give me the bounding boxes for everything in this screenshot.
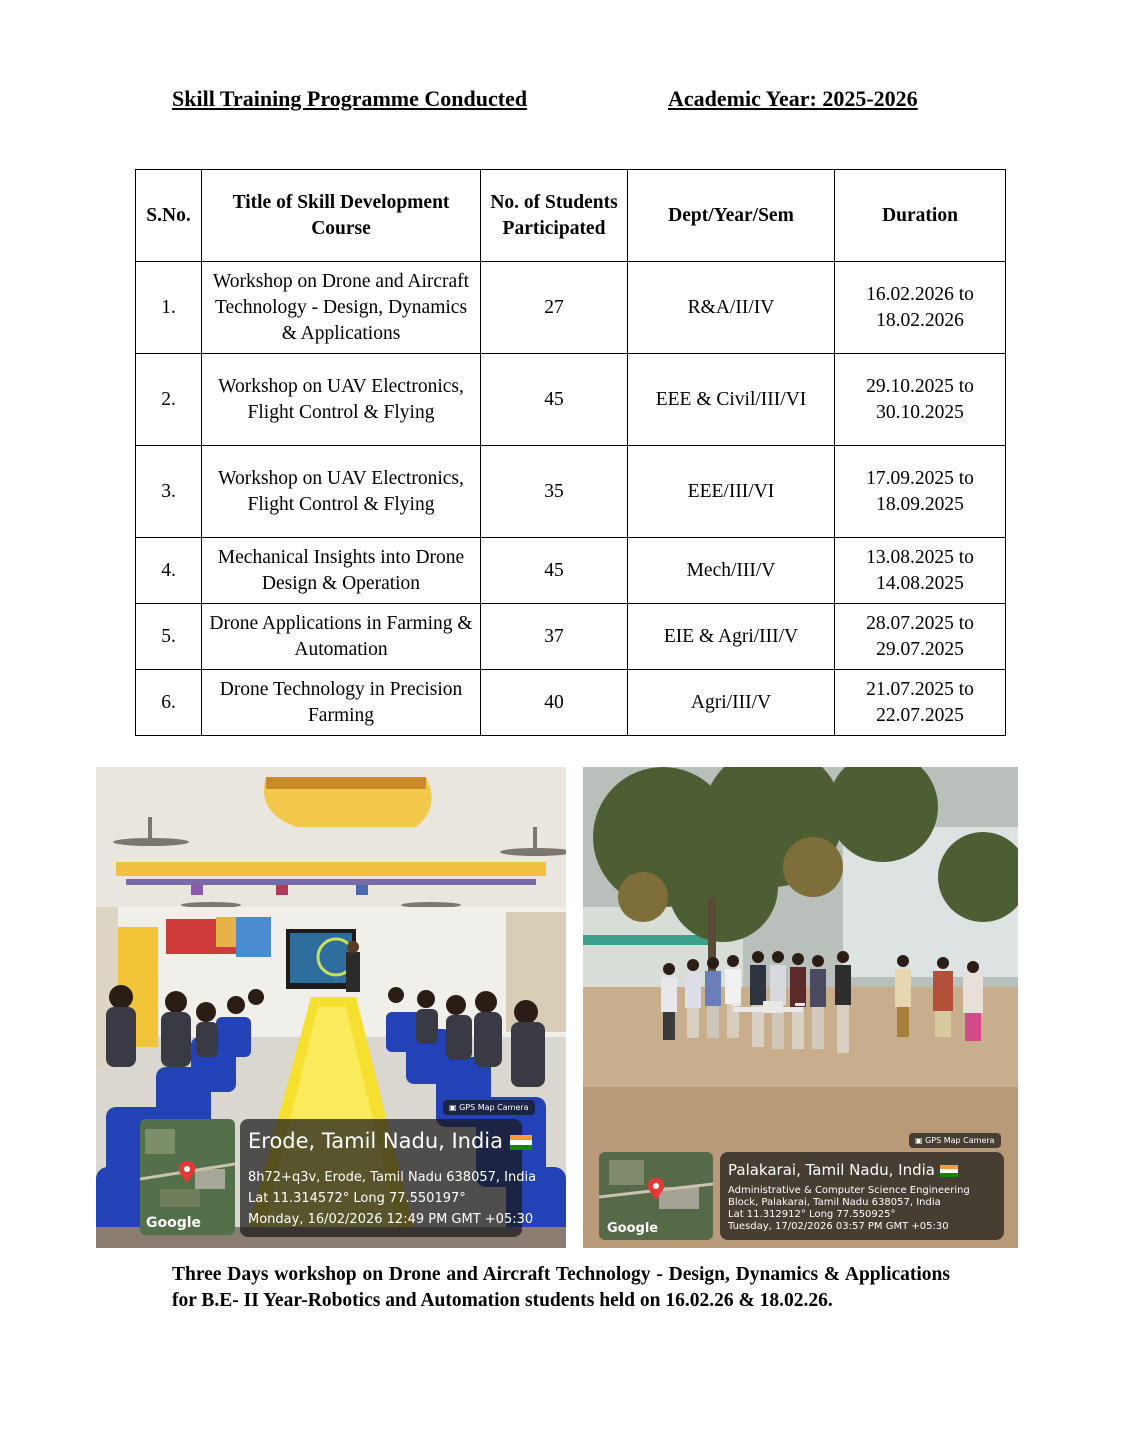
cell-duration: 21.07.2025 to 22.07.2025 xyxy=(835,670,1006,736)
cell-duration: 16.02.2026 to 18.02.2026 xyxy=(835,262,1006,354)
gps-info-box xyxy=(720,1152,1004,1240)
datetime: Tuesday, 17/02/2026 03:57 PM GMT +05:30 xyxy=(728,1221,949,1232)
cell-dept: Agri/III/V xyxy=(628,670,835,736)
cell-dept: EEE/III/VI xyxy=(628,446,835,538)
cell-title: Drone Applications in Farming & Automation xyxy=(202,604,481,670)
cell-duration: 17.09.2025 to 18.09.2025 xyxy=(835,446,1006,538)
cell-sno: 1. xyxy=(136,262,202,354)
address-line-2: Block, Palakarai, Tamil Nadu 638057, India xyxy=(728,1197,941,1208)
table-row xyxy=(136,262,1006,354)
academic-year: Academic Year: 2025-2026 xyxy=(668,86,918,111)
column-header-dept: Dept/Year/Sem xyxy=(628,170,835,262)
camera-icon: ▣ xyxy=(449,1103,460,1112)
column-header-students: No. of Students Participated xyxy=(481,170,628,262)
column-header-duration: Duration xyxy=(835,170,1006,262)
gps-camera-chip: ▣ GPS Map Camera xyxy=(443,1100,535,1115)
gps-info-box xyxy=(240,1119,537,1237)
cell-sno: 5. xyxy=(136,604,202,670)
location-title: Palakarai, Tamil Nadu, India xyxy=(728,1161,935,1179)
cell-title: Drone Technology in Precision Farming xyxy=(202,670,481,736)
cell-dept: EIE & Agri/III/V xyxy=(628,604,835,670)
cell-title: Mechanical Insights into Drone Design & Operation xyxy=(202,538,481,604)
cell-students: 35 xyxy=(481,446,628,538)
column-header-title: Title of Skill Development Course xyxy=(202,170,481,262)
cell-duration: 13.08.2025 to 14.08.2025 xyxy=(835,538,1006,604)
india-flag-icon xyxy=(940,1165,958,1177)
cell-students: 40 xyxy=(481,670,628,736)
document-title: Skill Training Programme Conducted xyxy=(172,86,528,111)
classroom-workshop-photo xyxy=(96,767,566,1248)
table-row xyxy=(136,446,1006,538)
cell-sno: 4. xyxy=(136,538,202,604)
table-row xyxy=(136,538,1006,604)
cell-sno: 2. xyxy=(136,354,202,446)
google-logo: Google xyxy=(146,1215,202,1231)
google-logo: Google xyxy=(607,1221,659,1236)
cell-dept: EEE & Civil/III/VI xyxy=(628,354,835,446)
outdoor-group-photo xyxy=(583,767,1018,1248)
column-header-sno: S.No. xyxy=(136,170,202,262)
table-header-row xyxy=(136,170,1006,262)
cell-students: 45 xyxy=(481,354,628,446)
table-row xyxy=(136,354,1006,446)
datetime: Monday, 16/02/2026 12:49 PM GMT +05:30 xyxy=(248,1212,534,1227)
table-row xyxy=(136,670,1006,736)
cell-title: Workshop on UAV Electronics, Flight Control & Flying xyxy=(202,354,481,446)
cell-duration: 28.07.2025 to 29.07.2025 xyxy=(835,604,1006,670)
skill-training-table xyxy=(135,169,1006,736)
cell-dept: Mech/III/V xyxy=(628,538,835,604)
cell-duration: 29.10.2025 to 30.10.2025 xyxy=(835,354,1006,446)
map-thumbnail xyxy=(140,1119,235,1235)
cell-students: 45 xyxy=(481,538,628,604)
address-line-1: Administrative & Computer Science Engineering xyxy=(728,1185,970,1196)
address: 8h72+q3v, Erode, Tamil Nadu 638057, India xyxy=(248,1170,537,1185)
photo-caption: Three Days workshop on Drone and Aircraft Technology - Design, Dynamics & Applications for B.E- II Year-Robotics and Automation students held on 16.02.26 & 18.02.26. xyxy=(172,1264,950,1311)
cell-title: Workshop on UAV Electronics, Flight Control & Flying xyxy=(202,446,481,538)
cell-dept: R&A/II/IV xyxy=(628,262,835,354)
coordinates: Lat 11.314572° Long 77.550197° xyxy=(248,1191,466,1206)
coordinates: Lat 11.312912° Long 77.550925° xyxy=(728,1209,896,1220)
location-title: Erode, Tamil Nadu, India xyxy=(248,1129,504,1153)
cell-students: 37 xyxy=(481,604,628,670)
cell-students: 27 xyxy=(481,262,628,354)
gps-camera-chip: ▣ GPS Map Camera xyxy=(909,1133,1001,1148)
table-row xyxy=(136,604,1006,670)
map-thumbnail xyxy=(599,1152,713,1240)
camera-icon: ▣ xyxy=(915,1136,926,1145)
cell-sno: 3. xyxy=(136,446,202,538)
cell-sno: 6. xyxy=(136,670,202,736)
india-flag-icon xyxy=(510,1135,532,1150)
cell-title: Workshop on Drone and Aircraft Technology - Design, Dynamics & Applications xyxy=(202,262,481,354)
